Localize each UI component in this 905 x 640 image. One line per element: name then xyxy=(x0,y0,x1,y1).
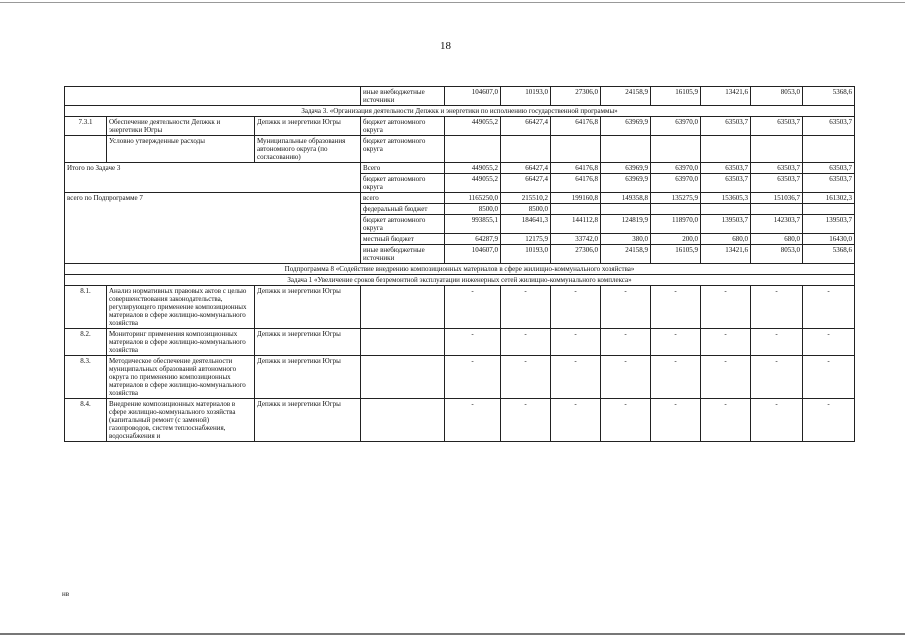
page-number: 18 xyxy=(440,40,451,52)
text-cell: - xyxy=(751,286,803,329)
text-cell xyxy=(651,136,701,163)
text-cell xyxy=(601,204,651,215)
amount-cell: 149358,8 xyxy=(601,193,651,204)
text-cell: - xyxy=(651,286,701,329)
text-cell: - xyxy=(701,286,751,329)
amount-cell: 5368,6 xyxy=(803,87,855,106)
amount-cell: 63969,9 xyxy=(601,174,651,193)
text-cell: - xyxy=(651,399,701,442)
text-cell xyxy=(551,204,601,215)
table-row xyxy=(65,163,855,174)
amount-cell: 10193,0 xyxy=(501,245,551,264)
amount-cell: 8500,0 xyxy=(445,204,501,215)
text-cell: Депжкк и энергетики Югры xyxy=(255,286,361,329)
amount-cell: 63970,0 xyxy=(651,174,701,193)
text-cell: - xyxy=(751,399,803,442)
amount-cell: 135275,9 xyxy=(651,193,701,204)
text-cell: Депжкк и энергетики Югры xyxy=(255,356,361,399)
text-cell: - xyxy=(501,399,551,442)
text-cell: Условно утвержденные расходы xyxy=(107,136,255,163)
text-cell: Всего xyxy=(361,163,445,174)
text-cell xyxy=(751,136,803,163)
amount-cell: 680,0 xyxy=(751,234,803,245)
text-cell xyxy=(751,204,803,215)
text-cell xyxy=(501,136,551,163)
amount-cell: 142303,7 xyxy=(751,215,803,234)
amount-cell: 63969,9 xyxy=(601,163,651,174)
scan-top-edge xyxy=(0,2,905,3)
text-cell: 8.2. xyxy=(65,329,107,356)
text-cell xyxy=(361,329,445,356)
text-cell xyxy=(701,136,751,163)
text-cell: - xyxy=(551,329,601,356)
text-cell: - xyxy=(445,329,501,356)
table-row xyxy=(65,193,855,204)
amount-cell: 64176,8 xyxy=(551,163,601,174)
text-cell: - xyxy=(803,329,855,356)
amount-cell: 124819,9 xyxy=(601,215,651,234)
amount-cell: 33742,0 xyxy=(551,234,601,245)
text-cell: - xyxy=(803,286,855,329)
amount-cell: 8053,0 xyxy=(751,245,803,264)
text-cell: - xyxy=(701,356,751,399)
amount-cell: 1165250,0 xyxy=(445,193,501,204)
amount-cell: 118970,0 xyxy=(651,215,701,234)
amount-cell: 161302,3 xyxy=(803,193,855,204)
text-cell: Методическое обеспечение деятельности муниципальных образований автономного округа по применению композиционных материалов в сфере жилищно-коммунального хозяйства xyxy=(107,356,255,399)
amount-cell: 184641,3 xyxy=(501,215,551,234)
text-cell: - xyxy=(751,329,803,356)
amount-cell: 153605,3 xyxy=(701,193,751,204)
text-cell: 8.1. xyxy=(65,286,107,329)
text-cell: федеральный бюджет xyxy=(361,204,445,215)
text-cell: 8.4. xyxy=(65,399,107,442)
text-cell: Анализ нормативных правовых актов с целью совершенствования законодательства, регулирующего применение композиционных материалов в сфере жилищно-коммунального хозяйства xyxy=(107,286,255,329)
table-row xyxy=(65,356,855,399)
amount-cell: 27306,0 xyxy=(551,87,601,106)
section-title: Задача 3. «Организация деятельности Депжкк и энергетики по исполнению государственной программы» xyxy=(65,106,855,117)
amount-cell: 63503,7 xyxy=(701,163,751,174)
scan-bottom-edge xyxy=(0,633,905,635)
text-cell xyxy=(65,136,107,163)
text-cell: бюджет автономного округа xyxy=(361,174,445,193)
text-cell xyxy=(361,399,445,442)
amount-cell: 64176,8 xyxy=(551,174,601,193)
amount-cell: 24158,9 xyxy=(601,245,651,264)
text-cell: иные внебюджетные источники xyxy=(361,245,445,264)
amount-cell: 16430,0 xyxy=(803,234,855,245)
text-cell xyxy=(701,204,751,215)
amount-cell: 63503,7 xyxy=(701,174,751,193)
amount-cell: 139503,7 xyxy=(803,215,855,234)
amount-cell: 449055,2 xyxy=(445,163,501,174)
text-cell: Обеспечение деятельности Депжкк и энергетики Югры xyxy=(107,117,255,136)
amount-cell: 10193,0 xyxy=(501,87,551,106)
amount-cell: 27306,0 xyxy=(551,245,601,264)
text-cell: - xyxy=(601,286,651,329)
text-cell: бюджет автономного округа xyxy=(361,215,445,234)
amount-cell: 13421,6 xyxy=(701,245,751,264)
section-header-row xyxy=(65,275,855,286)
text-cell xyxy=(65,87,361,106)
amount-cell: 63503,7 xyxy=(751,163,803,174)
section-title: Задача 1 «Увеличение сроков безремонтной эксплуатации инженерных сетей жилищно-коммунального комплекса» xyxy=(65,275,855,286)
amount-cell: 104607,0 xyxy=(445,245,501,264)
table-row xyxy=(65,87,855,106)
text-cell: Депжкк и энергетики Югры xyxy=(255,117,361,136)
text-cell: бюджет автономного округа xyxy=(361,136,445,163)
amount-cell: 215510,2 xyxy=(501,193,551,204)
amount-cell: 63503,7 xyxy=(751,174,803,193)
text-cell: Внедрение композиционных материалов в сфере жилищно-коммунального хозяйства (капитальный ремонт (с заменой) газопроводов, систем теплоснабжения, водоснабжения и xyxy=(107,399,255,442)
text-cell: - xyxy=(701,329,751,356)
text-cell: - xyxy=(701,399,751,442)
budget-table xyxy=(64,86,855,442)
amount-cell: 16105,9 xyxy=(651,245,701,264)
text-cell: Депжкк и энергетики Югры xyxy=(255,329,361,356)
table-row xyxy=(65,399,855,442)
amount-cell: 64176,8 xyxy=(551,117,601,136)
amount-cell: 199160,8 xyxy=(551,193,601,204)
text-cell xyxy=(361,356,445,399)
text-cell: всего xyxy=(361,193,445,204)
text-cell xyxy=(551,136,601,163)
text-cell: - xyxy=(651,329,701,356)
text-cell: Муниципальные образования автономного округа (по согласованию) xyxy=(255,136,361,163)
amount-cell: 16105,9 xyxy=(651,87,701,106)
table-row xyxy=(65,117,855,136)
amount-cell: 993855,1 xyxy=(445,215,501,234)
amount-cell: 12175,9 xyxy=(501,234,551,245)
amount-cell: 144112,8 xyxy=(551,215,601,234)
text-cell: местный бюджет xyxy=(361,234,445,245)
text-cell: - xyxy=(445,356,501,399)
amount-cell: 66427,4 xyxy=(501,163,551,174)
amount-cell: 63970,0 xyxy=(651,163,701,174)
table-row xyxy=(65,329,855,356)
text-cell xyxy=(601,136,651,163)
text-cell: - xyxy=(445,399,501,442)
amount-cell: 380,0 xyxy=(601,234,651,245)
text-cell xyxy=(803,204,855,215)
text-cell: - xyxy=(501,356,551,399)
text-cell: - xyxy=(803,356,855,399)
text-cell: - xyxy=(551,399,601,442)
text-cell xyxy=(361,286,445,329)
amount-cell: 63503,7 xyxy=(803,163,855,174)
text-cell xyxy=(651,204,701,215)
text-cell: - xyxy=(751,356,803,399)
text-cell: - xyxy=(551,286,601,329)
text-cell xyxy=(445,136,501,163)
table-row xyxy=(65,286,855,329)
amount-cell: 64287,9 xyxy=(445,234,501,245)
amount-cell: 63503,7 xyxy=(751,117,803,136)
text-cell xyxy=(803,136,855,163)
amount-cell: 5368,6 xyxy=(803,245,855,264)
amount-cell: 66427,4 xyxy=(501,117,551,136)
amount-cell: 63970,0 xyxy=(651,117,701,136)
amount-cell: 8500,0 xyxy=(501,204,551,215)
text-cell: - xyxy=(601,329,651,356)
text-cell: - xyxy=(601,399,651,442)
text-cell: - xyxy=(445,286,501,329)
text-cell: Итого по Задаче 3 xyxy=(65,163,361,193)
amount-cell: 66427,4 xyxy=(501,174,551,193)
amount-cell: 63503,7 xyxy=(803,117,855,136)
amount-cell: 680,0 xyxy=(701,234,751,245)
amount-cell: 63969,9 xyxy=(601,117,651,136)
text-cell: Депжкк и энергетики Югры xyxy=(255,399,361,442)
text-cell: - xyxy=(651,356,701,399)
amount-cell: 24158,9 xyxy=(601,87,651,106)
text-cell: бюджет автономного округа xyxy=(361,117,445,136)
text-cell: 7.3.1 xyxy=(65,117,107,136)
section-header-row xyxy=(65,106,855,117)
amount-cell: 449055,2 xyxy=(445,174,501,193)
text-cell: - xyxy=(551,356,601,399)
table-row xyxy=(65,136,855,163)
text-cell: - xyxy=(501,329,551,356)
amount-cell: 151036,7 xyxy=(751,193,803,204)
section-header-row xyxy=(65,264,855,275)
amount-cell: 449055,2 xyxy=(445,117,501,136)
text-cell: - xyxy=(501,286,551,329)
text-cell: 8.3. xyxy=(65,356,107,399)
amount-cell: 104607,0 xyxy=(445,87,501,106)
amount-cell: 63503,7 xyxy=(803,174,855,193)
amount-cell: 200,0 xyxy=(651,234,701,245)
text-cell: - xyxy=(601,356,651,399)
footer-mark: нв xyxy=(62,590,70,598)
section-title: Подпрограмма 8 «Содействие внедрению композиционных материалов в сфере жилищно-коммунального хозяйства» xyxy=(65,264,855,275)
amount-cell: 13421,6 xyxy=(701,87,751,106)
text-cell: всего по Подпрограмме 7 xyxy=(65,193,361,264)
amount-cell: 139503,7 xyxy=(701,215,751,234)
amount-cell: 63503,7 xyxy=(701,117,751,136)
text-cell: иные внебюджетные источники xyxy=(361,87,445,106)
text-cell: - xyxy=(803,399,855,442)
text-cell: Мониторинг применения композиционных материалов в сфере жилищно-коммунального хозяйства xyxy=(107,329,255,356)
amount-cell: 8053,0 xyxy=(751,87,803,106)
